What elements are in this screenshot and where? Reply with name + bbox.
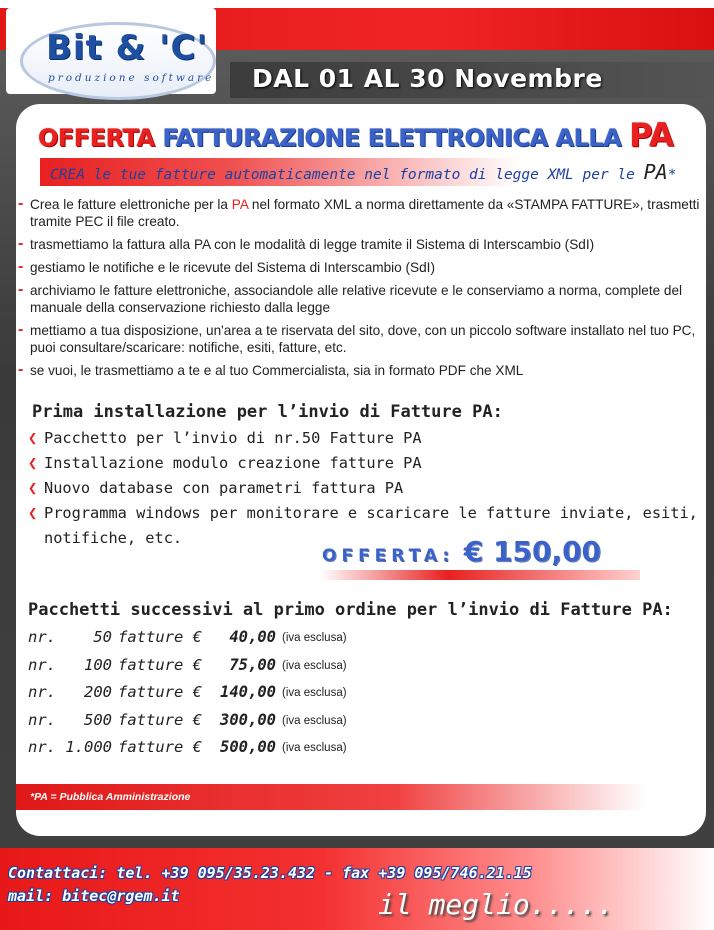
list-item bbox=[18, 259, 708, 276]
chevron-left-icon: ❮ bbox=[28, 429, 38, 447]
bullet-text: trasmettiamo la fattura alla PA con le modalità di legge tramite il Sistema di Interscambio (SdI) bbox=[30, 237, 595, 252]
feature-text: Programma windows per monitorare e scaricare le fatture inviate, esiti, notifiche, etc. bbox=[44, 504, 698, 547]
pkg-note: (iva esclusa) bbox=[282, 632, 347, 644]
feature-text: Installazione modulo creazione fatture PA bbox=[44, 454, 422, 472]
offer-label: OFFERTA: bbox=[322, 546, 455, 566]
list-item bbox=[18, 362, 708, 379]
dash-icon: - bbox=[18, 258, 24, 275]
company-logo bbox=[6, 8, 216, 94]
list-item bbox=[18, 196, 708, 230]
feature-text: Nuovo database con parametri fattura PA bbox=[44, 479, 404, 497]
packages-table bbox=[28, 628, 428, 766]
title-offerta: OFFERTA bbox=[38, 124, 155, 152]
pkg-note: (iva esclusa) bbox=[282, 714, 347, 727]
dash-icon: - bbox=[18, 195, 24, 212]
pkg-qty: 200 bbox=[84, 683, 112, 701]
logo-tagline: produzione software bbox=[48, 72, 215, 84]
first-install-list bbox=[28, 426, 698, 551]
pkg-nr: nr. bbox=[28, 683, 56, 701]
list-item bbox=[18, 322, 708, 356]
list-item bbox=[28, 451, 698, 476]
pkg-note: (iva esclusa) bbox=[282, 659, 347, 672]
dash-icon: - bbox=[18, 235, 24, 252]
footnote: *PA = Pubblica Amministrazione bbox=[30, 791, 191, 803]
dash-icon: - bbox=[18, 321, 24, 338]
offer-price-banner bbox=[322, 535, 601, 568]
pkg-amount: 75,00 bbox=[229, 655, 276, 674]
list-item bbox=[28, 426, 698, 451]
contact-mail[interactable]: mail: bitec@rgem.it bbox=[8, 887, 180, 905]
bullet-pa: PA bbox=[231, 197, 249, 212]
list-item bbox=[28, 476, 698, 501]
chevron-left-icon: ❮ bbox=[28, 479, 38, 497]
pkg-qty: 50 bbox=[93, 628, 112, 646]
pkg-unit: fatture € bbox=[118, 655, 202, 674]
subtitle-star: * bbox=[667, 167, 677, 183]
service-list bbox=[18, 196, 708, 385]
chevron-left-icon: ❮ bbox=[28, 504, 38, 522]
table-row bbox=[28, 628, 428, 656]
subtitle bbox=[50, 160, 676, 184]
pkg-amount: 40,00 bbox=[229, 628, 276, 646]
pkg-note: (iva esclusa) bbox=[282, 687, 347, 699]
pkg-amount: 500,00 bbox=[220, 738, 276, 756]
pkg-qty: 100 bbox=[84, 655, 112, 674]
logo-brand: Bit & 'C' bbox=[46, 28, 208, 68]
pkg-unit: fatture € bbox=[118, 710, 202, 729]
offer-underline bbox=[320, 570, 640, 580]
pkg-qty: 1.000 bbox=[65, 738, 112, 756]
packages-heading: Pacchetti successivi al primo ordine per l’invio di Fatture PA: bbox=[28, 600, 673, 620]
dash-icon: - bbox=[18, 361, 24, 378]
bullet-text: Crea le fatture elettroniche per la bbox=[30, 197, 228, 212]
bullet-text: mettiamo a tua disposizione, un'area a te riservata del sito, dove, con un piccolo software installato nel tuo PC, puoi consultare/scaricare: notifiche, esiti, fatture, etc. bbox=[30, 323, 696, 355]
pkg-unit: fatture € bbox=[118, 738, 202, 756]
list-item bbox=[18, 282, 708, 316]
pkg-amount: 140,00 bbox=[220, 683, 276, 701]
bullet-text: gestiamo le notifiche e le ricevute del Sistema di Interscambio (SdI) bbox=[30, 260, 435, 275]
title-main: FATTURAZIONE ELETTRONICA ALLA bbox=[162, 124, 622, 152]
motto: il meglio..... bbox=[378, 888, 615, 921]
dash-icon: - bbox=[18, 281, 24, 298]
offer-price: € 150,00 bbox=[463, 535, 602, 568]
pkg-nr: nr. bbox=[28, 738, 56, 756]
title-pa: PA bbox=[629, 116, 674, 154]
date-range: DAL 01 AL 30 Novembre bbox=[252, 64, 603, 93]
table-row bbox=[28, 711, 428, 739]
table-row bbox=[28, 683, 428, 711]
pkg-qty: 500 bbox=[84, 710, 112, 729]
table-row bbox=[28, 738, 428, 766]
bullet-text: archiviamo le fatture elettroniche, associandole alle relative ricevute e le conserviamo a norma, complete del manuale della conservazione richiesto dalla legge bbox=[30, 283, 683, 315]
pkg-nr: nr. bbox=[28, 710, 56, 729]
subtitle-pa: PA bbox=[643, 160, 668, 184]
contact-phone: Contattaci: tel. +39 095/35.23.432 - fax +39 095/746.21.15 bbox=[8, 864, 532, 882]
pkg-unit: fatture € bbox=[118, 683, 202, 701]
offer-title bbox=[38, 116, 673, 154]
pkg-note: (iva esclusa) bbox=[282, 742, 347, 754]
bullet-text: se vuoi, le trasmettiamo a te e al tuo Commercialista, sia in formato PDF che XML bbox=[30, 363, 524, 378]
table-row bbox=[28, 656, 428, 684]
pkg-nr: nr. bbox=[28, 628, 56, 646]
pkg-unit: fatture € bbox=[118, 628, 202, 646]
pkg-amount: 300,00 bbox=[220, 710, 276, 729]
subtitle-text: CREA le tue fatture automaticamente nel formato di legge XML per le bbox=[50, 167, 635, 183]
pkg-nr: nr. bbox=[28, 655, 56, 674]
first-install-heading: Prima installazione per l’invio di Fatture PA: bbox=[32, 402, 503, 422]
feature-text: Pacchetto per l’invio di nr.50 Fatture PA bbox=[44, 429, 422, 447]
bullet-text: nel formato XML a norma direttamente da «STAMPA FATTURE», trasmetti tramite PEC il file creato. bbox=[30, 197, 700, 229]
chevron-left-icon: ❮ bbox=[28, 454, 38, 472]
list-item bbox=[18, 236, 708, 253]
